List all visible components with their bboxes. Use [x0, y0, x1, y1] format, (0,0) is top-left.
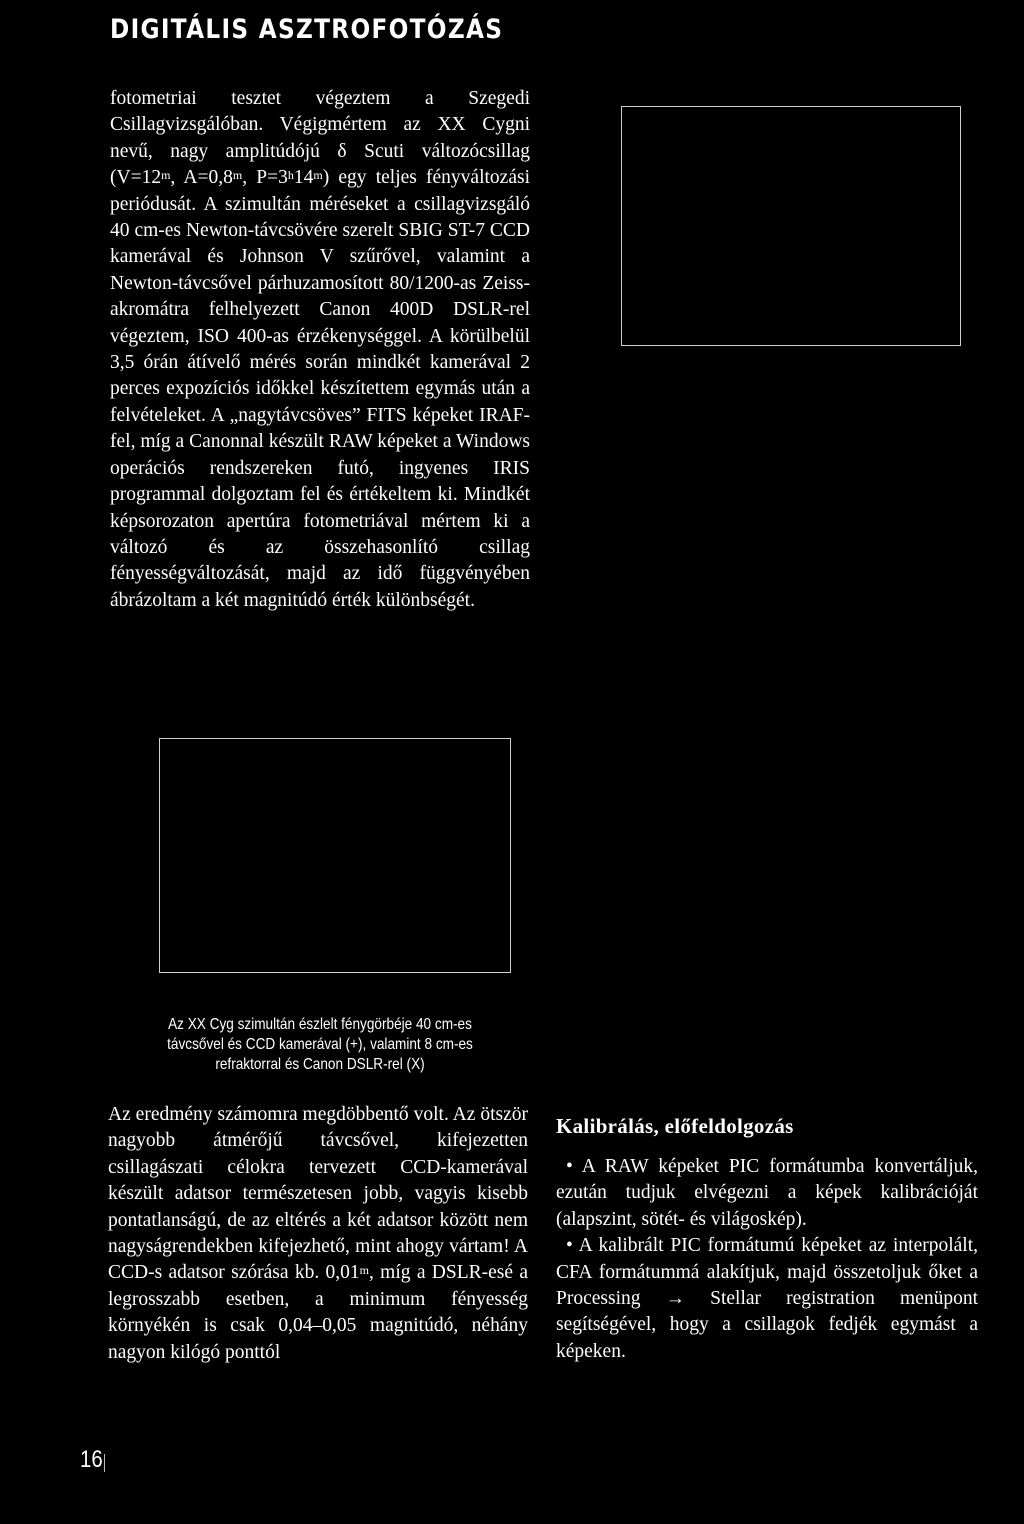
- figure-caption: Az XX Cyg szimultán észlelt fénygörbéje 40 cm-es távcsővel és CCD kamerával (+), valamint 8 cm-es refraktorral és Canon DSLR-rel (X): [167, 1016, 473, 1073]
- sidebar-item: • A RAW képeket PIC formátumba konvertáljuk, ezután tudjuk elvégezni a képek kalibrációját (alapszint, sötét- és világoskép).: [556, 1156, 978, 1230]
- sidebar-list: [556, 1154, 978, 1365]
- results-text: Az eredmény számomra megdöbbentő volt. Az ötször nagyobb átmérőjű távcsővel, kifejezetten csillagászati célokra tervezett CCD-kamerával készült adatsor természetesen jobb, vagyis kisebb pontatlanságú, de az eltérés a két adatsor között nem nagyságrendekben kifejezhető, mint ahogy vártam! A CCD-s adatsor szórása kb. 0,01$^m$, míg a DSLR-esé a legrosszabb esetben, a minimum fényesség környékén is csak 0,04–0,05 magnitúdó, néhány nagyon kilógó ponttól: [108, 1104, 528, 1363]
- light-curve-figure-placeholder: [159, 738, 511, 973]
- running-header: DIGITÁLIS ASZTROFOTÓZÁS: [110, 14, 504, 45]
- page-number-divider: [104, 1454, 105, 1472]
- main-body-text: fotometriai tesztet végeztem a Szegedi Csillagvizsgálóban. Végigmértem az XX Cygni nevű, nagy amplitúdójú δ Scuti változócsillag ($V=12^m$, $A=0,8^m$, $P=3^h14^m$) egy teljes fényváltozási periódusát. A szimultán méréseket a csillagvizsgáló 40 cm-es Newton-távcsövére szerelt SBIG ST-7 CCD kamerával és Johnson V szűrővel, valamint a Newton-távcsővel párhuzamosított 80/1200-as Zeiss-akromátra felhelyezett Canon 400D DSLR-rel végeztem, ISO 400-as érzékenységgel. A körülbelül 3,5 órán átívelő mérés során mindkét kamerával 2 perces expozíciós időkkel készítettem egymás után a felvételeket. A „nagytávcsöves” FITS képeket IRAF-fel, míg a Canonnal készült RAW képeket a Windows operációs rendszereken futó, ingyenes IRIS programmal dolgoztam fel és értékeltem ki. Mindkét képsorozaton apertúra fotometriával mértem ki a változó és az összehasonlító csillag fényességváltozását, majd az idő függvényében ábrázoltam a két magnitúdó érték különbségét.: [110, 88, 530, 611]
- page-number: 16: [80, 1446, 103, 1473]
- sidebar-item: • A kalibrált PIC formátumú képeket az interpolált, CFA formátummá alakítjuk, majd összetoljuk őket a Processing → Stellar registration menüpont segítségével, hogy a csillagok fedjék egymást a képeken.: [556, 1235, 978, 1362]
- sidebar-heading: Kalibrálás, előfeldolgozás: [556, 1114, 794, 1138]
- figure-image-placeholder: [621, 106, 961, 346]
